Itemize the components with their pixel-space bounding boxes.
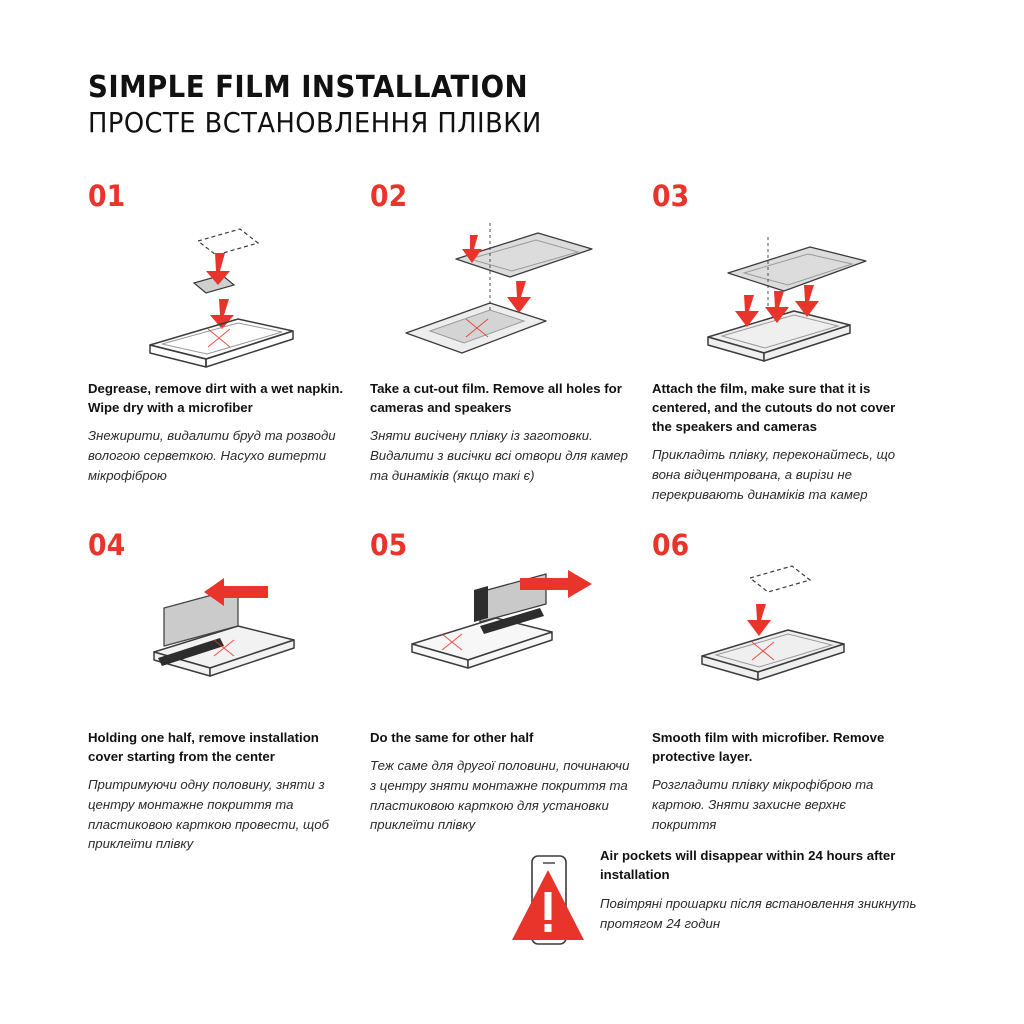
page-title-en: SIMPLE FILM INSTALLATION [88,70,529,105]
step-03-text-ua: Прикладіть плівку, переконайтесь, що вона відцентрована, а вирізи не перекривають динаміків та камер [652,447,896,503]
step-04 [88,527,370,854]
phone-with-wipe-icon [88,211,358,379]
footer-text-ua: Повітряні прошарки після встановлення зникнуть протягом 24 годин [600,896,917,932]
step-02-text-en: Take a cut-out film. Remove all holes for cameras and speakers [370,381,622,416]
steps-row-1 [88,179,936,505]
step-03 [652,179,934,505]
step-05-text-en: Do the same for other half [370,729,534,745]
peel-right-half-icon [370,560,640,710]
film-sheet-cutout-icon [370,211,640,379]
step-06-text-ua: Розгладити плівку мікрофіброю та картою. Зняти захисне верхнє покриття [652,777,874,832]
steps-grid [88,179,936,854]
footer-text-block [600,846,932,934]
step-01-text-en: Degrease, remove dirt with a wet napkin. Wipe dry with a microfiber [88,381,344,416]
smooth-with-cloth-icon [652,560,922,710]
page-header [88,72,908,137]
step-05 [370,527,652,854]
step-06 [652,527,934,854]
step-04-text-en: Holding one half, remove installation cover starting from the center [88,729,319,764]
peel-left-half-icon [88,560,358,710]
step-04-illustration [88,560,348,728]
step-number-02: 02 [370,179,408,213]
step-03-text-en: Attach the film, make sure that it is centered, and the cutouts do not cover the speakers and cameras [652,381,896,435]
step-number-01: 01 [88,179,126,213]
step-number-05: 05 [370,527,408,562]
step-06-illustration [652,560,912,728]
step-number-04: 04 [88,527,126,562]
film-onto-phone-icon [652,211,922,379]
footer-text-en: Air pockets will disappear within 24 hours after installation [600,848,896,883]
step-05-illustration [370,560,630,728]
step-02-illustration [370,211,630,379]
step-01-illustration [88,211,348,379]
footer-note [512,846,932,953]
page-title-ua: ПРОСТЕ ВСТАНОВЛЕННЯ ПЛІВКИ [88,105,542,139]
step-01-text-ua: Знежирити, видалити бруд та розводи вологою серветкою. Насухо витерти мікрофіброю [88,428,336,483]
step-02-text-ua: Зняти висічену плівку із заготовки. Видалити з висічки всі отвори для камер та динаміків (якщо такі є) [370,428,629,483]
warning-triangle-icon [512,852,584,953]
step-01 [88,179,370,505]
steps-row-2 [88,527,936,854]
step-06-text-en: Smooth film with microfiber. Remove protective layer. [652,729,885,764]
step-02 [370,179,652,505]
step-number-06: 06 [652,527,690,562]
step-number-03: 03 [652,179,690,213]
step-04-text-ua: Притримуючи одну половину, зняти з центру монтажне покриття та пластиковою карткою провести, щоб приклеїти плівку [88,777,329,852]
step-05-text-ua: Теж саме для другої половини, починаючи з центру зняти монтажне покриття та пластиковою карткою для установки приклеїти плівку [370,757,630,833]
step-03-illustration [652,211,912,379]
